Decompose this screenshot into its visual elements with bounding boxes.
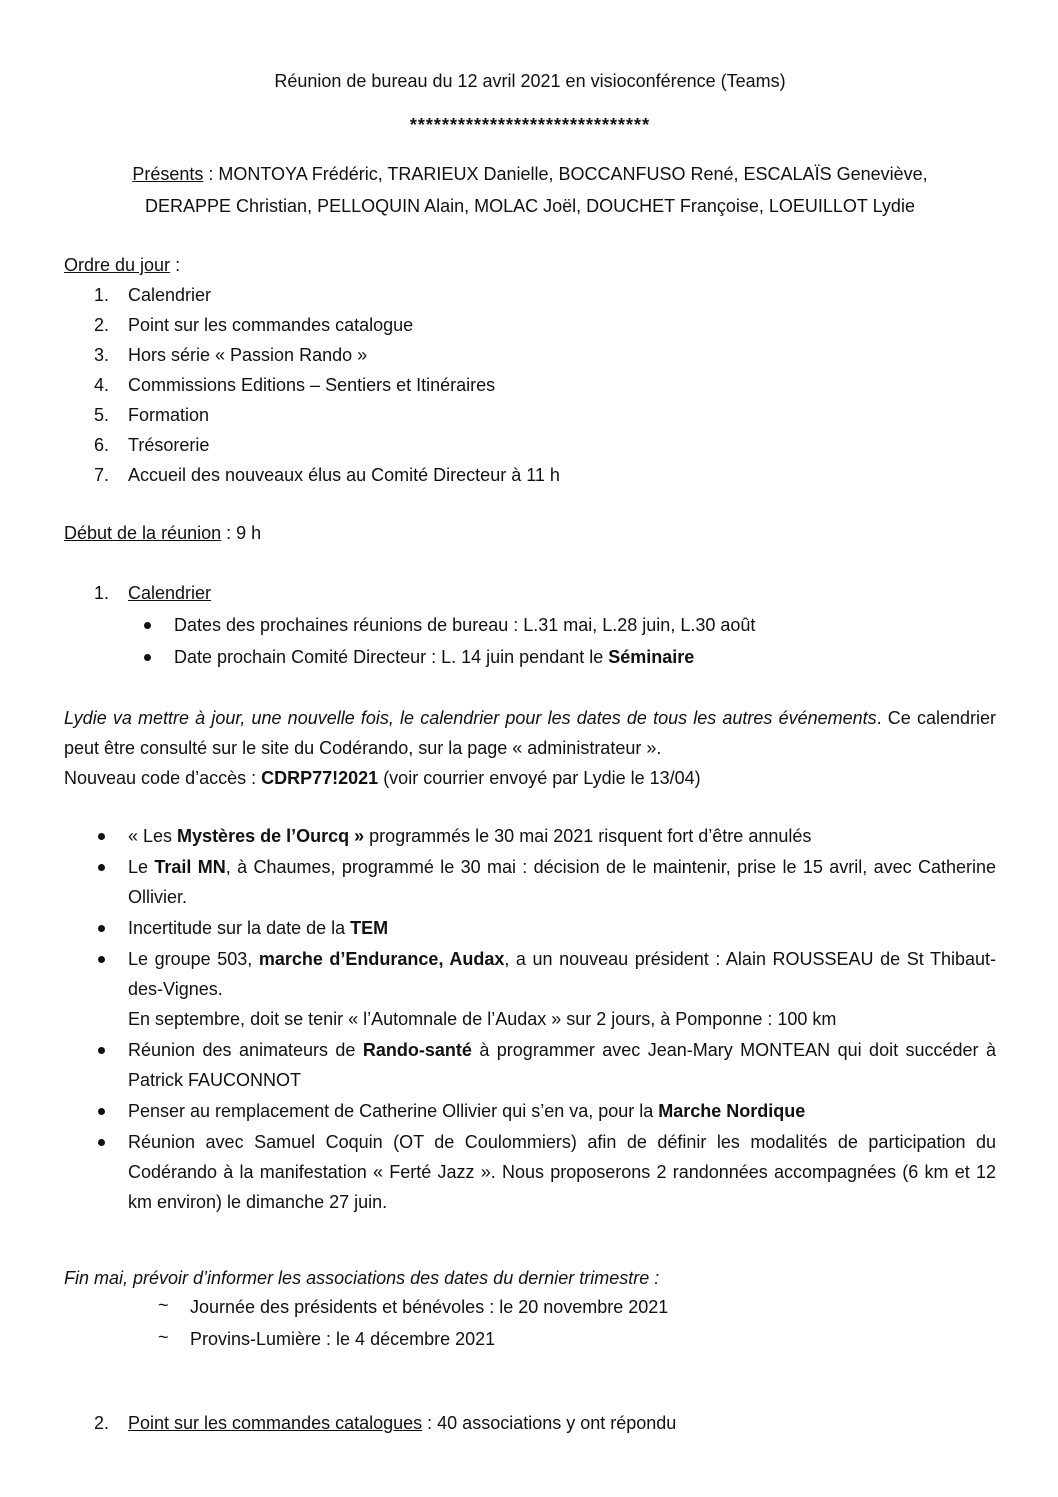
events-list bbox=[64, 821, 996, 1217]
bullet-text: Date prochain Comité Directeur : L. 14 juin pendant le bbox=[174, 647, 609, 667]
agenda-item bbox=[64, 280, 996, 310]
agenda-num: 4. bbox=[94, 375, 110, 395]
list-item bbox=[64, 852, 996, 912]
agenda-text: Accueil des nouveaux élus au Comité Directeur à 11 h bbox=[128, 465, 560, 485]
bullet-text: Dates des prochaines réunions de bureau : L.31 mai, L.28 juin, L.30 août bbox=[174, 615, 756, 635]
event-text: Penser au remplacement de Catherine Ollivier qui s’en va, pour la bbox=[128, 1101, 659, 1121]
event-text: à programmer avec Jean-Mary MONTEAN qui doit succéder à Patrick FAUCONNOT bbox=[128, 1040, 997, 1090]
list-item bbox=[64, 944, 996, 1034]
agenda-text: Point sur les commandes catalogue bbox=[128, 315, 414, 335]
section2-num: 2. bbox=[94, 1413, 110, 1433]
section1-num: 1. bbox=[94, 583, 110, 603]
agenda-text: Calendrier bbox=[128, 285, 212, 305]
event-text: Le groupe 503, bbox=[128, 949, 259, 969]
trimester-list bbox=[64, 1292, 996, 1356]
list-item bbox=[110, 610, 996, 642]
list-item bbox=[64, 1096, 996, 1126]
event-bold: Rando-santé bbox=[362, 1040, 472, 1060]
access-code: CDRP77!2021 bbox=[261, 768, 379, 788]
agenda-item bbox=[64, 460, 996, 490]
presents-line2: DERAPPE Christian, PELLOQUIN Alain, MOLAC Joël, DOUCHET Françoise, LOEUILLOT Lydie bbox=[145, 196, 915, 216]
list-item bbox=[64, 1324, 996, 1356]
agenda-item bbox=[64, 340, 996, 370]
agenda-item bbox=[64, 310, 996, 340]
attendees bbox=[64, 158, 996, 222]
agenda-item bbox=[64, 370, 996, 400]
section1-title: Calendrier bbox=[128, 583, 212, 603]
event-bold: TEM bbox=[350, 918, 389, 938]
event-text: Le bbox=[128, 857, 155, 877]
section2-rest: : 40 associations y ont répondu bbox=[422, 1413, 677, 1433]
calendar-rest: . Ce calendrier peut être consulté sur le site du Codérando, sur la page « administrateur ». bbox=[64, 708, 996, 758]
agenda-num: 6. bbox=[94, 435, 110, 455]
bullet-bold: Séminaire bbox=[608, 647, 695, 667]
agenda-text: Commissions Editions – Sentiers et Itinéraires bbox=[128, 375, 496, 395]
event-text: programmés le 30 mai 2021 risquent fort d’être annulés bbox=[364, 826, 812, 846]
calendar-italic: Lydie va mettre à jour, une nouvelle fois, le calendrier pour les dates de tous les autres événements bbox=[64, 708, 877, 728]
agenda-heading bbox=[64, 250, 996, 280]
event-text: Incertitude sur la date de la bbox=[128, 918, 351, 938]
agenda-item bbox=[64, 400, 996, 430]
agenda-list bbox=[64, 280, 996, 490]
list-item bbox=[64, 1292, 996, 1324]
agenda-label: Ordre du jour bbox=[64, 255, 171, 275]
document-title: Réunion de bureau du 12 avril 2021 en visioconférence (Teams) bbox=[274, 71, 786, 91]
list-item bbox=[64, 913, 996, 943]
trimester-item: Provins-Lumière : le 4 décembre 2021 bbox=[190, 1329, 496, 1349]
code-note: (voir courrier envoyé par Lydie le 13/04) bbox=[378, 768, 701, 788]
event-text: En septembre, doit se tenir « l’Automnale de l’Audax » sur 2 jours, à Pomponne : 100 km bbox=[128, 1009, 837, 1029]
code-label: Nouveau code d’accès : bbox=[64, 768, 262, 788]
event-bold: Trail MN bbox=[154, 857, 226, 877]
start-label: Début de la réunion bbox=[64, 523, 222, 543]
agenda-text: Hors série « Passion Rando » bbox=[128, 345, 368, 365]
agenda-num: 1. bbox=[94, 285, 110, 305]
event-bold: Mystères de l’Ourcq » bbox=[177, 826, 365, 846]
event-text: Réunion avec Samuel Coquin (OT de Coulommiers) afin de définir les modalités de participation du Codérando à la manifestation « Ferté Jazz ». Nous proposerons 2 randonnées accompagnées (6 km et 12 km environ) le dimanche 27 juin. bbox=[128, 1132, 996, 1212]
calendar-paragraph bbox=[64, 703, 996, 793]
agenda-text: Formation bbox=[128, 405, 210, 425]
list-item bbox=[64, 1127, 996, 1217]
list-item bbox=[64, 821, 996, 851]
trimester-item: Journée des présidents et bénévoles : le 20 novembre 2021 bbox=[190, 1297, 669, 1317]
event-bold: marche d’Endurance, Audax bbox=[258, 949, 505, 969]
event-text: Réunion des animateurs de bbox=[128, 1040, 363, 1060]
event-text: , a un nouveau président : Alain ROUSSEAU de St Thibaut-des-Vignes. bbox=[128, 949, 996, 999]
list-item bbox=[64, 1035, 996, 1095]
section2-title: Point sur les commandes catalogues bbox=[128, 1413, 423, 1433]
trimester-intro: Fin mai, prévoir d’informer les associations des dates du dernier trimestre : bbox=[64, 1268, 660, 1288]
agenda-suffix: : bbox=[170, 255, 181, 275]
agenda-num: 7. bbox=[94, 465, 110, 485]
agenda-num: 2. bbox=[94, 315, 110, 335]
meeting-start bbox=[64, 518, 996, 548]
agenda-text: Trésorerie bbox=[128, 435, 210, 455]
event-text: , à Chaumes, programmé le 30 mai : décision de le maintenir, prise le 15 avril, avec Catherine Ollivier. bbox=[128, 857, 996, 907]
section1-bullets bbox=[110, 610, 996, 672]
agenda-item bbox=[64, 430, 996, 460]
presents-label: Présents bbox=[132, 164, 204, 184]
agenda-num: 3. bbox=[94, 345, 110, 365]
event-bold: Marche Nordique bbox=[658, 1101, 806, 1121]
agenda-num: 5. bbox=[94, 405, 110, 425]
presents-line1: : MONTOYA Frédéric, TRARIEUX Danielle, BOCCANFUSO René, ESCALAÏS Geneviève, bbox=[203, 164, 928, 184]
event-text: « Les bbox=[128, 826, 178, 846]
start-value: : 9 h bbox=[221, 523, 262, 543]
list-item bbox=[110, 642, 996, 672]
stars-separator: ****************************** bbox=[409, 115, 651, 135]
